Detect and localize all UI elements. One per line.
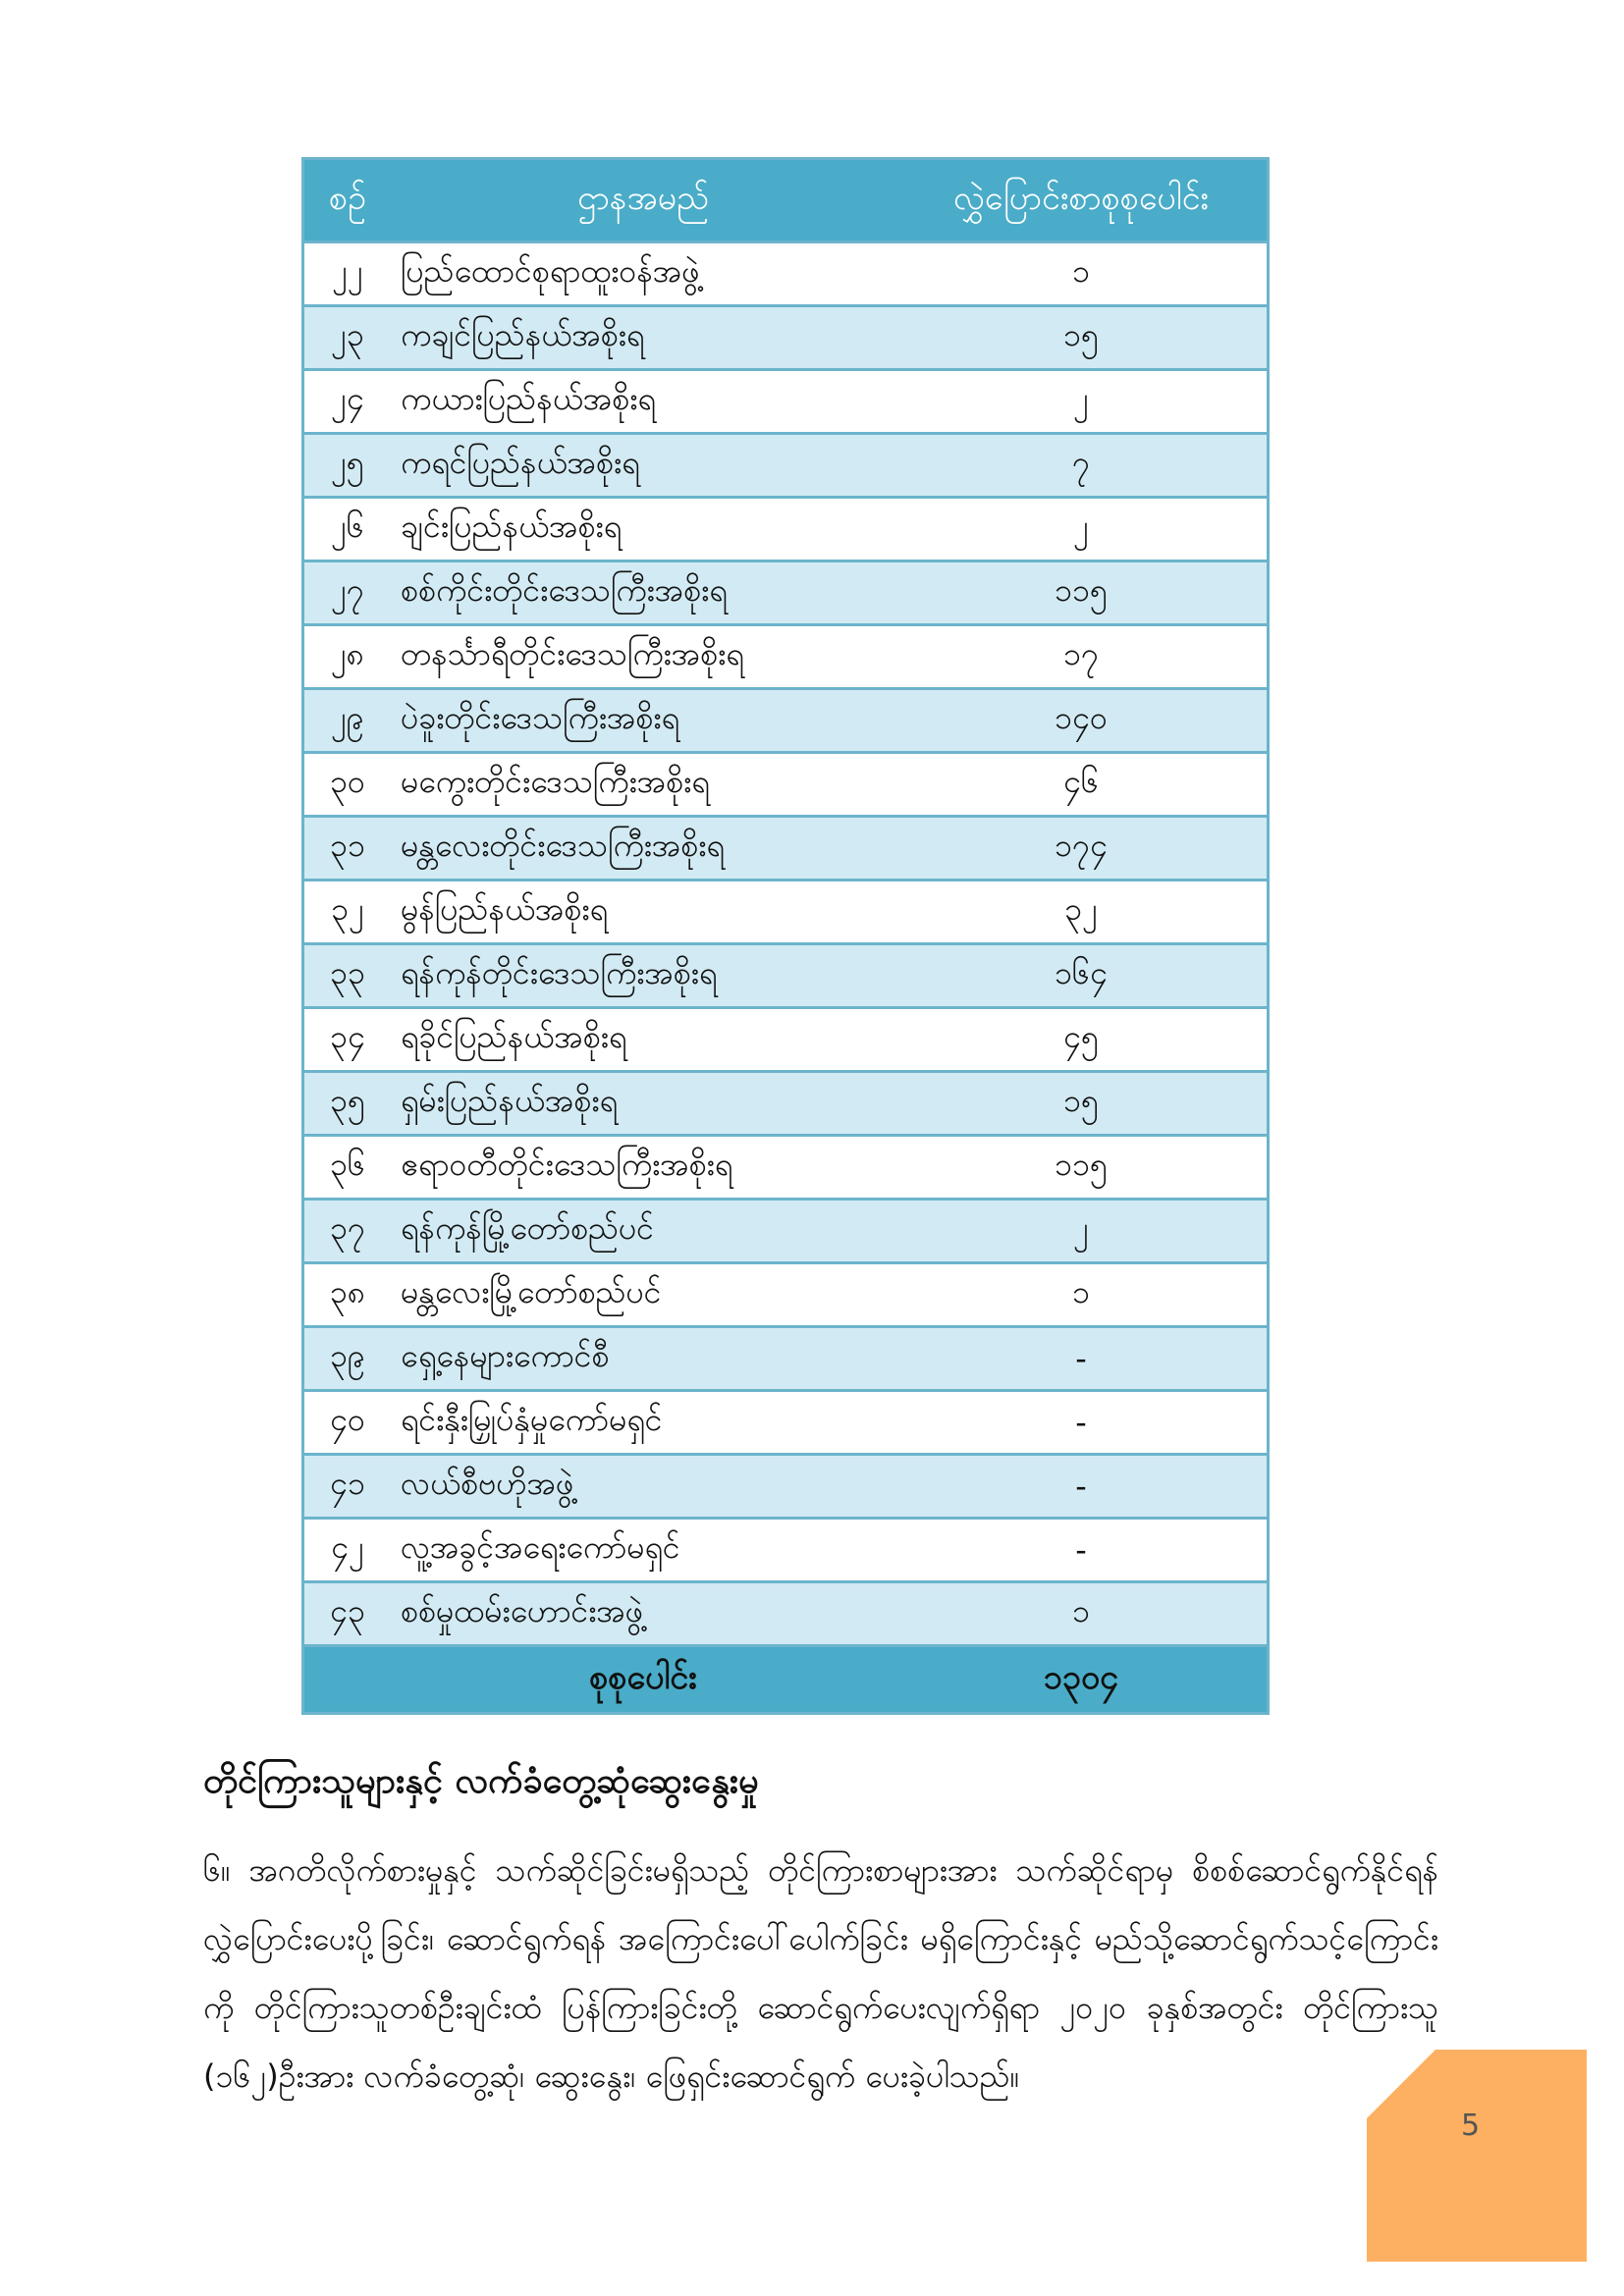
row-no: ၂၆ bbox=[304, 498, 391, 561]
table-row bbox=[304, 753, 1267, 817]
row-count: ၃၂ bbox=[895, 881, 1267, 944]
row-count: ၁၁၅ bbox=[895, 1136, 1267, 1200]
row-count: - bbox=[895, 1391, 1267, 1455]
row-name: လူ့အခွင့်အရေးကော်မရှင် bbox=[391, 1519, 895, 1582]
row-no: ၂၉ bbox=[304, 689, 391, 753]
row-count: ၁၇ bbox=[895, 625, 1267, 689]
table-row bbox=[304, 1008, 1267, 1072]
table-header-row bbox=[304, 160, 1267, 242]
row-count: ၁ bbox=[895, 1263, 1267, 1327]
row-no: ၄၁ bbox=[304, 1455, 391, 1519]
row-name: ပဲခူးတိုင်းဒေသကြီးအစိုးရ bbox=[391, 689, 895, 753]
row-count: ၁၅ bbox=[895, 1072, 1267, 1136]
table-row bbox=[304, 370, 1267, 434]
table-row bbox=[304, 1200, 1267, 1263]
row-count: ၄၆ bbox=[895, 753, 1267, 817]
row-no: ၃၇ bbox=[304, 1200, 391, 1263]
row-name: ကချင်ပြည်နယ်အစိုးရ bbox=[391, 306, 895, 370]
row-name: မကွေးတိုင်းဒေသကြီးအစိုးရ bbox=[391, 753, 895, 817]
table-row bbox=[304, 625, 1267, 689]
row-no: ၄၂ bbox=[304, 1519, 391, 1582]
table-row bbox=[304, 689, 1267, 753]
row-no: ၄၀ bbox=[304, 1391, 391, 1455]
table-row bbox=[304, 434, 1267, 498]
table-row bbox=[304, 1455, 1267, 1519]
header-count: လွှဲပြောင်းစာစုစုပေါင်း bbox=[895, 160, 1267, 242]
header-no: စဉ် bbox=[304, 160, 391, 242]
row-no: ၃၉ bbox=[304, 1327, 391, 1391]
row-count: ၁ bbox=[895, 242, 1267, 306]
row-name: ကယားပြည်နယ်အစိုးရ bbox=[391, 370, 895, 434]
total-count: ၁၃၀၄ bbox=[895, 1646, 1267, 1713]
table-row bbox=[304, 242, 1267, 306]
row-no: ၂၃ bbox=[304, 306, 391, 370]
row-name: မန္တလေးတိုင်းဒေသကြီးအစိုးရ bbox=[391, 817, 895, 881]
row-name: ရှမ်းပြည်နယ်အစိုးရ bbox=[391, 1072, 895, 1136]
row-count: ၂ bbox=[895, 1200, 1267, 1263]
table-total-row bbox=[304, 1646, 1267, 1713]
row-count: - bbox=[895, 1519, 1267, 1582]
row-count: ၁၅ bbox=[895, 306, 1267, 370]
row-count: - bbox=[895, 1327, 1267, 1391]
row-name: ရခိုင်ပြည်နယ်အစိုးရ bbox=[391, 1008, 895, 1072]
table-row bbox=[304, 561, 1267, 625]
table-row bbox=[304, 498, 1267, 561]
header-name: ဌာနအမည် bbox=[391, 160, 895, 242]
row-no: ၃၅ bbox=[304, 1072, 391, 1136]
row-name: ပြည်ထောင်စုရာထူးဝန်အဖွဲ့ bbox=[391, 242, 895, 306]
table-row bbox=[304, 1391, 1267, 1455]
row-count: ၇ bbox=[895, 434, 1267, 498]
row-count: ၂ bbox=[895, 498, 1267, 561]
row-count: ၁၇၄ bbox=[895, 817, 1267, 881]
row-name: ဧရာဝတီတိုင်းဒေသကြီးအစိုးရ bbox=[391, 1136, 895, 1200]
row-name: လယ်စီဗဟိုအဖွဲ့ bbox=[391, 1455, 895, 1519]
page-number: 5 bbox=[1461, 2109, 1481, 2143]
row-name: ရှေ့နေများကောင်စီ bbox=[391, 1327, 895, 1391]
table-row bbox=[304, 1072, 1267, 1136]
row-count: ၄၅ bbox=[895, 1008, 1267, 1072]
table-row bbox=[304, 1327, 1267, 1391]
section-heading: တိုင်ကြားသူများနှင့် လက်ခံတွေ့ဆုံဆွေးနွေးမှု bbox=[203, 1761, 759, 1801]
row-no: ၃၀ bbox=[304, 753, 391, 817]
total-empty-cell bbox=[304, 1646, 391, 1713]
table-row bbox=[304, 1263, 1267, 1327]
row-no: ၄၃ bbox=[304, 1582, 391, 1646]
table-row bbox=[304, 1519, 1267, 1582]
row-count: ၂ bbox=[895, 370, 1267, 434]
total-label: စုစုပေါင်း bbox=[391, 1646, 895, 1713]
table-row bbox=[304, 306, 1267, 370]
row-count: - bbox=[895, 1455, 1267, 1519]
row-no: ၂၅ bbox=[304, 434, 391, 498]
row-count: ၁ bbox=[895, 1582, 1267, 1646]
transfer-table bbox=[301, 157, 1270, 1715]
table-row bbox=[304, 1582, 1267, 1646]
table-row bbox=[304, 817, 1267, 881]
row-name: ရန်ကုန်မြို့တော်စည်ပင် bbox=[391, 1200, 895, 1263]
row-name: စစ်မှုထမ်းဟောင်းအဖွဲ့ bbox=[391, 1582, 895, 1646]
row-no: ၃၂ bbox=[304, 881, 391, 944]
row-count: ၁၄၀ bbox=[895, 689, 1267, 753]
row-no: ၂၄ bbox=[304, 370, 391, 434]
table-row bbox=[304, 1136, 1267, 1200]
row-no: ၃၆ bbox=[304, 1136, 391, 1200]
row-no: ၃၈ bbox=[304, 1263, 391, 1327]
row-name: ချင်းပြည်နယ်အစိုးရ bbox=[391, 498, 895, 561]
row-name: တနင်္သာရီတိုင်းဒေသကြီးအစိုးရ bbox=[391, 625, 895, 689]
row-no: ၂၇ bbox=[304, 561, 391, 625]
row-name: ရန်ကုန်တိုင်းဒေသကြီးအစိုးရ bbox=[391, 944, 895, 1008]
table-row bbox=[304, 881, 1267, 944]
row-name: စစ်ကိုင်းတိုင်းဒေသကြီးအစိုးရ bbox=[391, 561, 895, 625]
row-no: ၂၈ bbox=[304, 625, 391, 689]
row-count: ၁၁၅ bbox=[895, 561, 1267, 625]
row-no: ၃၁ bbox=[304, 817, 391, 881]
section-paragraph: ၆။ အဂတိလိုက်စားမှုနှင့် သက်ဆိုင်ခြင်းမရှိသည့် တိုင်ကြားစာများအား သက်ဆိုင်ရာမှ စိစစ်ဆောင်ရွက်နိုင်ရန် လွှဲပြောင်းပေးပို့ခြင်း၊ ဆောင်ရွက်ရန် အကြောင်းပေါ်ပေါက်ခြင်း မရှိကြောင်းနှင့် မည်သို့ဆောင်ရွက်သင့်ကြောင်းကို တိုင်ကြားသူတစ်ဦးချင်းထံ ပြန်ကြားခြင်းတို့ ဆောင်ရွက်ပေးလျက်ရှိရာ ၂၀၂၀ ခုနှစ်အတွင်း တိုင်ကြားသူ (၁၆၂)ဦးအား လက်ခံတွေ့ဆုံ၊ ဆွေးနွေး၊ ဖြေရှင်းဆောင်ရွက် ပေးခဲ့ပါသည်။ bbox=[203, 1851, 1438, 2095]
row-name: မန္တလေးမြို့တော်စည်ပင် bbox=[391, 1263, 895, 1327]
row-no: ၃၄ bbox=[304, 1008, 391, 1072]
row-name: မွန်ပြည်နယ်အစိုးရ bbox=[391, 881, 895, 944]
row-name: ကရင်ပြည်နယ်အစိုးရ bbox=[391, 434, 895, 498]
row-count: ၁၆၄ bbox=[895, 944, 1267, 1008]
row-no: ၂၂ bbox=[304, 242, 391, 306]
table-row bbox=[304, 944, 1267, 1008]
row-no: ၃၃ bbox=[304, 944, 391, 1008]
row-name: ရင်းနှီးမြှုပ်နှံမှုကော်မရှင် bbox=[391, 1391, 895, 1455]
